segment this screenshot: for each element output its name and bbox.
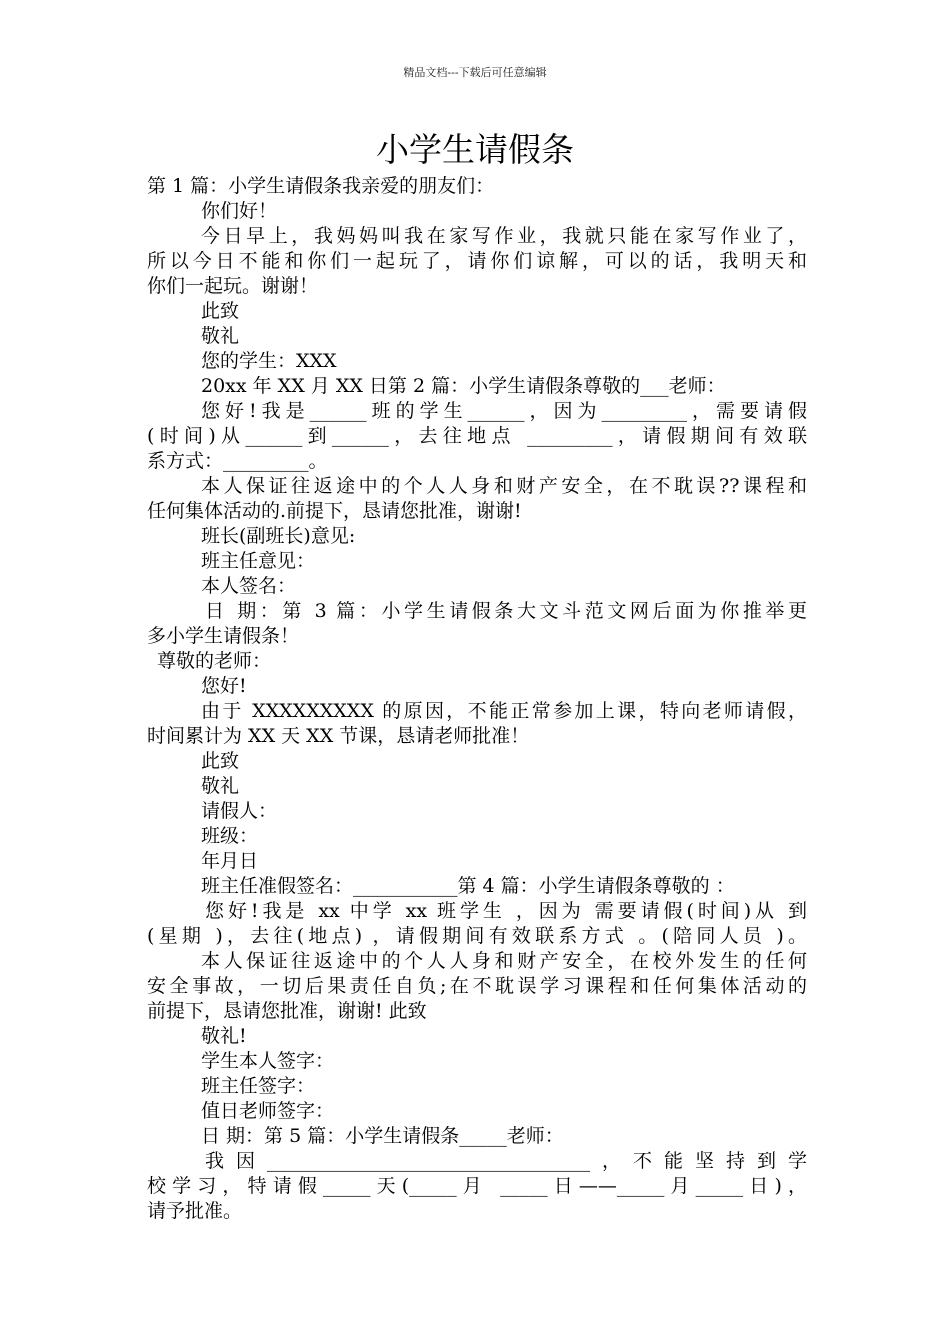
- text-line: 值日老师签字：: [201, 1100, 335, 1122]
- text-line: 学生本人签字：: [201, 1050, 335, 1072]
- text-line: 安全事故，一切后果责任自负;在不耽误学习课程和任何集体活动的: [147, 975, 807, 997]
- text-line: 任何集体活动的.前提下，恳请您批准，谢谢!: [147, 500, 522, 522]
- document-title: 小学生请假条: [376, 130, 574, 169]
- text-line: 班长(副班长)意见:: [201, 525, 356, 547]
- text-line: 尊敬的老师：: [157, 650, 272, 672]
- text-line: 我因__________________________________，不能坚持到学: [205, 1150, 807, 1172]
- document-body: [147, 174, 807, 1224]
- text-line: 年月日: [201, 850, 259, 872]
- text-line: 您的学生：XXX: [201, 350, 337, 372]
- text-line: (时间)从______到______，去往地点 _________，请假期间有效联: [147, 425, 807, 447]
- text-line: 您好!: [201, 675, 247, 697]
- text-line: 校学习，特请假_____天(_____月 _____日——_____月_____日)，: [147, 1175, 807, 1197]
- text-line: 您好!我是______班的学生______，因为_________，需要请假: [201, 400, 807, 422]
- text-line: 20xx 年 XX 月 XX 日第 2 篇：小学生请假条尊敬的___老师：: [201, 375, 726, 397]
- text-line: 所以今日不能和你们一起玩了，请你们谅解，可以的话，我明天和: [147, 250, 807, 272]
- text-line: 日 期：第 3 篇：小学生请假条大文斗范文网后面为你推举更: [205, 600, 807, 622]
- text-line: 请假人：: [201, 800, 278, 822]
- text-line: 由于 XXXXXXXXX 的原因，不能正常参加上课，特向老师请假，: [201, 700, 807, 722]
- text-line: 您好!我是 xx 中学 xx 班学生 ，因为 需要请假(时间)从 到: [205, 900, 807, 922]
- text-line: 你们一起玩。谢谢！: [147, 275, 319, 297]
- text-line: 敬礼!: [201, 1025, 247, 1047]
- text-line: 此致: [201, 300, 240, 322]
- text-line: (星期 )，去往(地点) ，请假期间有效联系方式 。(陪同人员 )。: [147, 925, 807, 947]
- text-line: 本人保证往返途中的个人人身和财产安全，在校外发生的任何: [201, 950, 807, 972]
- text-line: 多小学生请假条！: [147, 625, 300, 647]
- text-line: 第 1 篇：小学生请假条我亲爱的朋友们：: [147, 175, 495, 197]
- text-line: 班主任签字：: [201, 1075, 316, 1097]
- text-line: 班级：: [201, 825, 259, 847]
- text-line: 日 期：第 5 篇：小学生请假条_____老师：: [201, 1125, 564, 1147]
- text-line: 时间累计为 XX 天 XX 节课，恳请老师批准！: [147, 725, 530, 747]
- text-line: 敬礼: [201, 325, 240, 347]
- text-line: 今日早上，我妈妈叫我在家写作业，我就只能在家写作业了，: [201, 225, 807, 247]
- text-line: 请予批准。: [147, 1200, 243, 1222]
- text-line: 本人签名：: [201, 575, 297, 597]
- text-line: 前提下，恳请您批准，谢谢! 此致: [147, 1000, 427, 1022]
- text-line: 此致: [201, 750, 240, 772]
- text-line: 系方式：_________。: [147, 450, 328, 472]
- text-line: 你们好！: [201, 200, 278, 222]
- text-line: 本人保证往返途中的个人人身和财产安全，在不耽误??课程和: [201, 475, 807, 497]
- page-header: 精品文档---下载后可任意编辑: [403, 66, 547, 79]
- text-line: 班主任准假签名：___________第 4 篇：小学生请假条尊敬的 ：: [201, 875, 735, 897]
- text-line: 班主任意见：: [201, 550, 316, 572]
- text-line: 敬礼: [201, 775, 240, 797]
